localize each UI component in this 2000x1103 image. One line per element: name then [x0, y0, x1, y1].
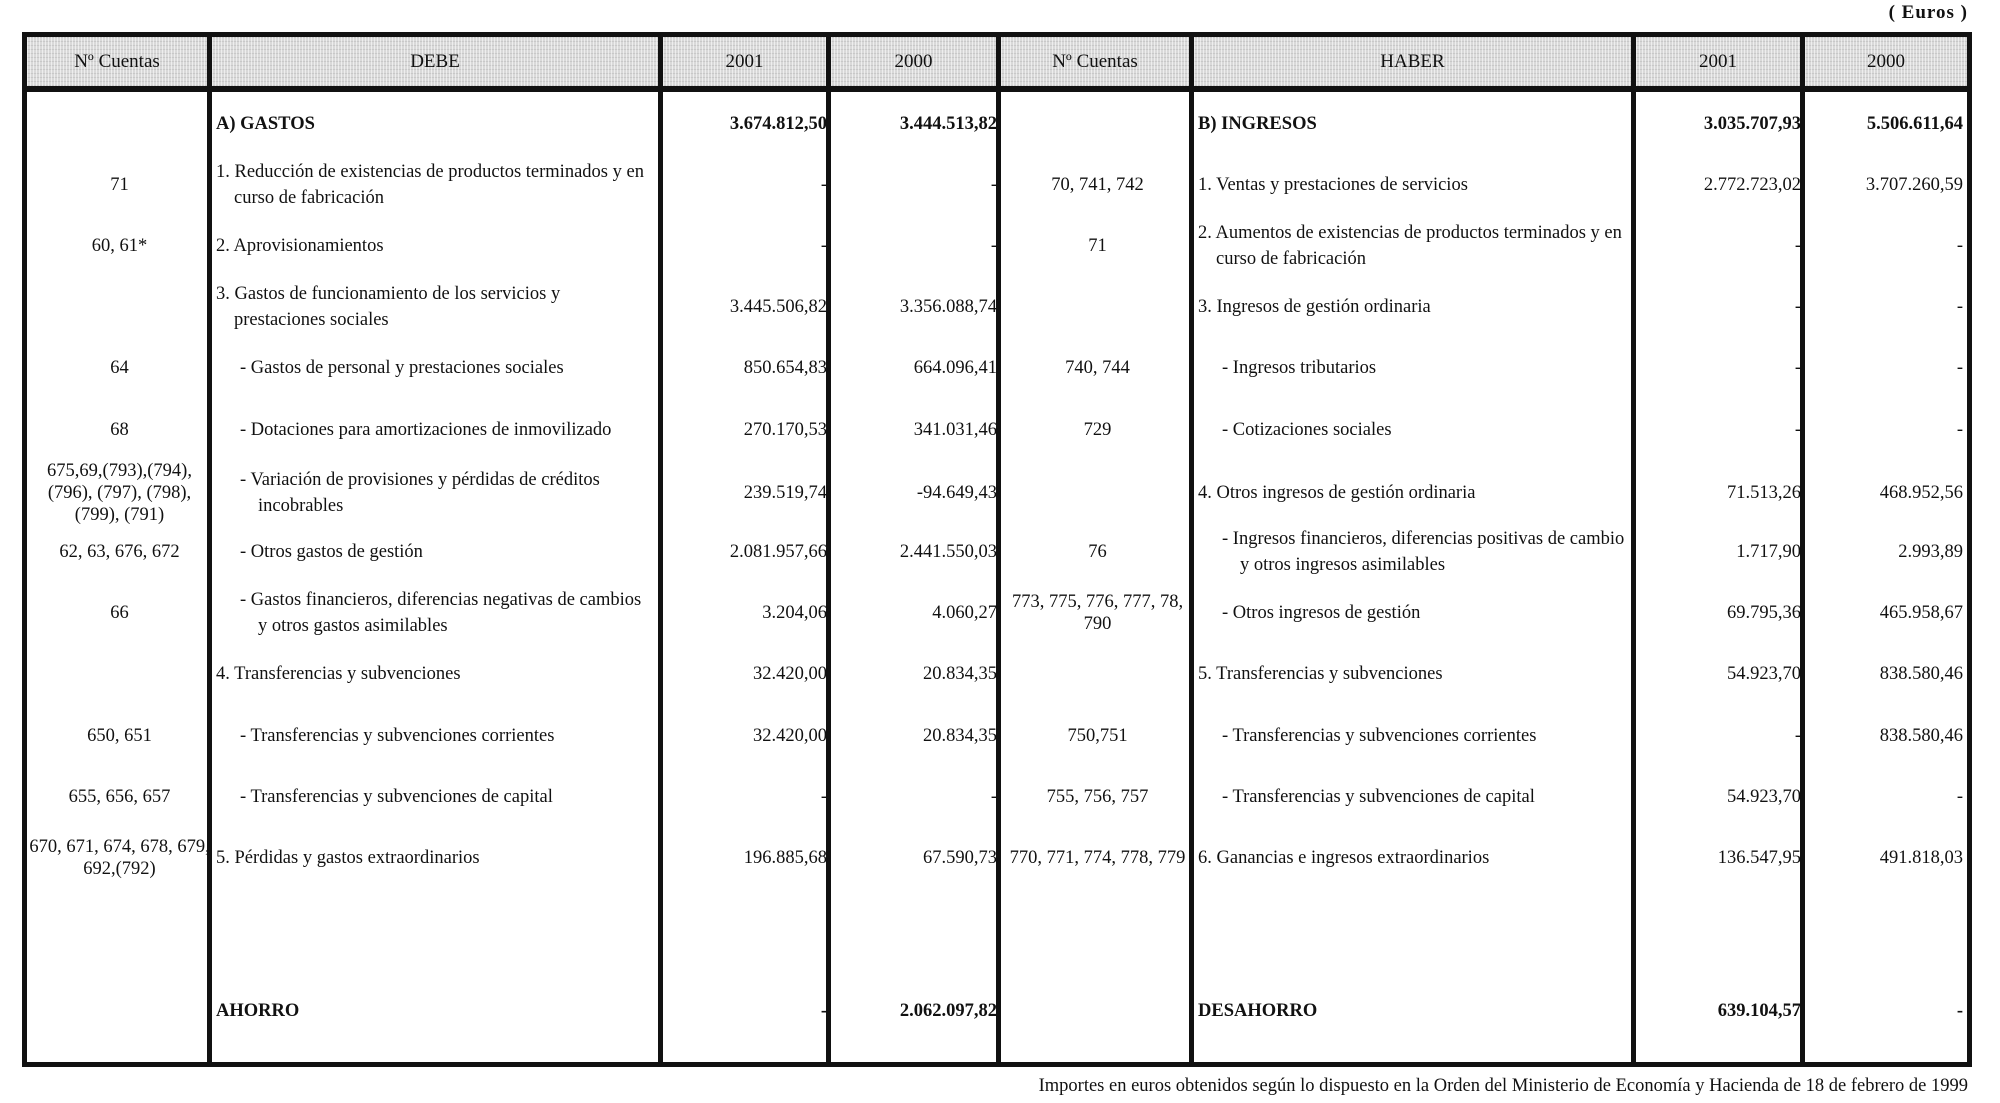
haber-account-numbers — [1001, 338, 1194, 399]
haber-concept — [1194, 583, 1636, 644]
debe-value-2001 — [663, 644, 831, 705]
table-row — [27, 399, 1967, 460]
haber-account-numbers-text: 773, 775, 776, 777, 78, 790 — [1011, 592, 1184, 635]
header-debe: DEBE — [212, 37, 663, 86]
debe-account-numbers-text: 650, 651 — [87, 725, 152, 746]
table-header — [27, 37, 1967, 92]
debe-account-numbers-text: 62, 63, 676, 672 — [59, 541, 180, 562]
haber-concept — [1194, 460, 1636, 526]
haber-value-2001 — [1636, 705, 1805, 766]
debe-concept — [212, 521, 663, 582]
haber-value-2000-text: - — [1956, 358, 1963, 379]
haber-account-numbers — [1001, 583, 1194, 644]
table-row — [27, 154, 1967, 215]
debe-value-2001 — [663, 215, 831, 276]
debe-account-numbers-text: 68 — [110, 419, 129, 440]
debe-value-2000 — [831, 644, 1001, 705]
haber-value-2001-text: - — [1794, 419, 1801, 440]
debe-value-2001-text: 850.654,83 — [743, 358, 827, 379]
haber-concept-text: DESAHORRO — [1198, 1000, 1318, 1021]
haber-account-numbers — [1001, 980, 1194, 1041]
debe-account-numbers — [27, 277, 212, 338]
haber-value-2000 — [1805, 705, 1967, 766]
debe-account-numbers-text: 655, 656, 657 — [68, 786, 171, 807]
debe-value-2000-text: -94.649,43 — [916, 483, 997, 504]
debe-value-2000 — [831, 93, 1001, 154]
debe-account-numbers — [27, 705, 212, 766]
debe-value-2000 — [831, 215, 1001, 276]
units-label: ( Euros ) — [1888, 2, 1968, 23]
table-row — [27, 583, 1967, 644]
haber-value-2000 — [1805, 399, 1967, 460]
haber-concept-text: 4. Otros ingresos de gestión ordinaria — [1198, 483, 1476, 504]
table-body — [27, 92, 1967, 1062]
haber-value-2001-text: 2.772.723,02 — [1703, 174, 1801, 195]
debe-value-2000-text: - — [990, 174, 997, 195]
debe-account-numbers-text: 675,69,(793),(794), (796), (797), (798), (799), (791) — [47, 461, 192, 526]
haber-value-2000-text: - — [1956, 1000, 1963, 1021]
haber-value-2000 — [1805, 644, 1967, 705]
haber-value-2001 — [1636, 460, 1805, 526]
debe-value-2000 — [831, 460, 1001, 526]
haber-concept — [1194, 154, 1636, 215]
table-row — [27, 338, 1967, 399]
table-row — [27, 215, 1967, 276]
results-account-table — [22, 32, 1972, 1067]
debe-account-numbers — [27, 766, 212, 827]
haber-account-numbers — [1001, 215, 1194, 276]
debe-concept-text: 1. Reducción de existencias de productos terminados y en curso de fabricación — [216, 161, 644, 208]
debe-concept-text: - Variación de provisiones y pérdidas de créditos incobrables — [240, 470, 600, 517]
debe-concept — [212, 583, 663, 644]
haber-concept-text: - Ingresos tributarios — [1222, 358, 1377, 379]
debe-value-2000 — [831, 521, 1001, 582]
debe-value-2000-text: - — [990, 235, 997, 256]
debe-value-2000-text: 3.444.513,82 — [899, 113, 997, 134]
debe-value-2001-text: 2.081.957,66 — [729, 541, 827, 562]
haber-value-2001 — [1636, 399, 1805, 460]
debe-value-2001-text: - — [820, 174, 827, 195]
haber-value-2001-text: 136.547,95 — [1717, 847, 1801, 868]
haber-concept — [1194, 338, 1636, 399]
debe-value-2000-text: 20.834,35 — [923, 664, 997, 685]
debe-concept — [212, 93, 663, 154]
haber-account-numbers-text: 76 — [1088, 541, 1107, 562]
debe-value-2000-text: 67.590,73 — [923, 847, 997, 868]
haber-concept — [1194, 215, 1636, 276]
debe-value-2001 — [663, 338, 831, 399]
haber-value-2001-text: - — [1794, 358, 1801, 379]
debe-value-2000 — [831, 399, 1001, 460]
haber-value-2001-text: 3.035.707,93 — [1703, 113, 1801, 134]
debe-account-numbers — [27, 521, 212, 582]
footnote: Importes en euros obtenidos según lo dispuesto en la Orden del Ministerio de Economía y Hacienda de 18 de febrero de 1999 — [1038, 1076, 1968, 1096]
debe-concept-text: - Gastos financieros, diferencias negativas de cambios y otros gastos asimilables — [240, 590, 642, 637]
haber-value-2000-text: 5.506.611,64 — [1866, 113, 1963, 134]
debe-value-2000 — [831, 705, 1001, 766]
debe-concept — [212, 399, 663, 460]
debe-value-2001-text: 3.445.506,82 — [729, 297, 827, 318]
haber-value-2000 — [1805, 827, 1967, 888]
debe-value-2001 — [663, 93, 831, 154]
haber-value-2001-text: - — [1794, 235, 1801, 256]
header-haber-2000: 2000 — [1805, 37, 1967, 86]
haber-value-2001 — [1636, 215, 1805, 276]
haber-account-numbers — [1001, 277, 1194, 338]
haber-value-2001-text: 54.923,70 — [1727, 786, 1801, 807]
haber-value-2001 — [1636, 583, 1805, 644]
debe-value-2001 — [663, 583, 831, 644]
debe-concept — [212, 338, 663, 399]
table-row — [27, 460, 1967, 526]
debe-value-2001-text: 32.420,00 — [753, 725, 827, 746]
debe-concept — [212, 827, 663, 888]
debe-value-2001 — [663, 399, 831, 460]
haber-value-2000 — [1805, 766, 1967, 827]
haber-account-numbers-text: 70, 741, 742 — [1051, 174, 1144, 195]
debe-concept — [212, 705, 663, 766]
debe-value-2000-text: 4.060,27 — [932, 603, 997, 624]
debe-value-2001-text: - — [820, 1000, 827, 1021]
haber-account-numbers — [1001, 766, 1194, 827]
haber-concept-text: 2. Aumentos de existencias de productos terminados y en curso de fabricación — [1198, 222, 1622, 269]
haber-concept — [1194, 277, 1636, 338]
debe-account-numbers — [27, 460, 212, 526]
header-debe-2001: 2001 — [663, 37, 831, 86]
debe-concept-text: AHORRO — [216, 1000, 300, 1021]
haber-value-2001 — [1636, 827, 1805, 888]
debe-concept — [212, 460, 663, 526]
haber-account-numbers-text: 755, 756, 757 — [1046, 786, 1149, 807]
haber-value-2000-text: 2.993,89 — [1898, 541, 1963, 562]
debe-concept-text: - Transferencias y subvenciones de capital — [240, 786, 553, 807]
debe-concept — [212, 980, 663, 1041]
haber-concept — [1194, 644, 1636, 705]
haber-value-2000 — [1805, 980, 1967, 1041]
debe-concept — [212, 277, 663, 338]
haber-account-numbers — [1001, 705, 1194, 766]
haber-value-2001 — [1636, 154, 1805, 215]
haber-concept-text: - Transferencias y subvenciones corrientes — [1222, 725, 1537, 746]
debe-account-numbers-text: 66 — [110, 603, 129, 624]
haber-concept-text: B) INGRESOS — [1198, 113, 1317, 134]
debe-value-2001-text: 3.204,06 — [762, 603, 827, 624]
debe-account-numbers — [27, 644, 212, 705]
haber-value-2000-text: - — [1956, 297, 1963, 318]
haber-account-numbers — [1001, 521, 1194, 582]
haber-value-2000 — [1805, 338, 1967, 399]
haber-value-2000-text: 3.707.260,59 — [1865, 174, 1963, 195]
debe-account-numbers-text: 670, 671, 674, 678, 679, 692,(792) — [29, 836, 210, 879]
haber-account-numbers — [1001, 644, 1194, 705]
haber-value-2001 — [1636, 277, 1805, 338]
haber-value-2000 — [1805, 277, 1967, 338]
debe-account-numbers-text: 64 — [110, 358, 129, 379]
haber-concept-text: 5. Transferencias y subvenciones — [1198, 664, 1443, 685]
haber-account-numbers-text: 740, 744 — [1065, 358, 1130, 379]
debe-value-2000 — [831, 154, 1001, 215]
haber-value-2001-text: 54.923,70 — [1727, 664, 1801, 685]
debe-concept-text: - Gastos de personal y prestaciones sociales — [240, 358, 564, 379]
haber-account-numbers-text: 770, 771, 774, 778, 779 — [1009, 847, 1186, 868]
table-row — [27, 644, 1967, 705]
debe-value-2001 — [663, 154, 831, 215]
debe-concept-text: 3. Gastos de funcionamiento de los servicios y prestaciones sociales — [216, 284, 561, 331]
header-accounts-haber: Nº Cuentas — [1001, 37, 1194, 86]
haber-value-2001-text: 639.104,57 — [1717, 1000, 1801, 1021]
debe-value-2000 — [831, 766, 1001, 827]
debe-value-2001-text: 32.420,00 — [753, 664, 827, 685]
debe-account-numbers — [27, 215, 212, 276]
haber-value-2001-text: 69.795,36 — [1727, 603, 1801, 624]
haber-concept — [1194, 705, 1636, 766]
haber-value-2000 — [1805, 521, 1967, 582]
haber-value-2001-text: - — [1794, 725, 1801, 746]
debe-concept-text: - Otros gastos de gestión — [240, 541, 423, 562]
haber-concept-text: 3. Ingresos de gestión ordinaria — [1198, 297, 1431, 318]
haber-value-2000-text: 838.580,46 — [1879, 664, 1963, 685]
debe-value-2000 — [831, 583, 1001, 644]
header-accounts-debe: Nº Cuentas — [27, 37, 212, 86]
debe-account-numbers — [27, 338, 212, 399]
haber-account-numbers — [1001, 154, 1194, 215]
header-haber: HABER — [1194, 37, 1636, 86]
haber-concept — [1194, 399, 1636, 460]
haber-value-2001 — [1636, 521, 1805, 582]
table-row — [27, 521, 1967, 582]
haber-value-2001-text: 71.513,26 — [1727, 483, 1801, 504]
debe-value-2000 — [831, 980, 1001, 1041]
debe-value-2001 — [663, 766, 831, 827]
debe-value-2001-text: 270.170,53 — [743, 419, 827, 440]
debe-value-2001 — [663, 980, 831, 1041]
haber-value-2000 — [1805, 93, 1967, 154]
debe-concept — [212, 766, 663, 827]
haber-concept-text: - Cotizaciones sociales — [1222, 419, 1392, 440]
debe-concept — [212, 215, 663, 276]
debe-concept — [212, 644, 663, 705]
haber-account-numbers — [1001, 460, 1194, 526]
debe-concept-text: A) GASTOS — [216, 113, 315, 134]
haber-value-2001-text: 1.717,90 — [1736, 541, 1801, 562]
debe-concept-text: 5. Pérdidas y gastos extraordinarios — [216, 847, 480, 868]
haber-value-2001 — [1636, 980, 1805, 1041]
haber-value-2000-text: 465.958,67 — [1879, 603, 1963, 624]
haber-value-2000 — [1805, 215, 1967, 276]
debe-account-numbers-text: 60, 61* — [91, 235, 148, 256]
table-row — [27, 827, 1967, 888]
haber-concept-text: - Otros ingresos de gestión — [1222, 603, 1421, 624]
debe-account-numbers — [27, 827, 212, 888]
table-row — [27, 93, 1967, 154]
haber-value-2000-text: - — [1956, 419, 1963, 440]
debe-concept-text: - Transferencias y subvenciones corrientes — [240, 725, 555, 746]
debe-value-2000-text: 2.441.550,03 — [899, 541, 997, 562]
haber-value-2000-text: - — [1956, 235, 1963, 256]
debe-value-2000 — [831, 827, 1001, 888]
debe-value-2001-text: 239.519,74 — [743, 483, 827, 504]
debe-account-numbers — [27, 583, 212, 644]
haber-account-numbers — [1001, 93, 1194, 154]
table-row — [27, 980, 1967, 1041]
debe-value-2001-text: 3.674.812,50 — [729, 113, 827, 134]
debe-value-2000-text: - — [990, 786, 997, 807]
haber-account-numbers — [1001, 827, 1194, 888]
haber-value-2000 — [1805, 460, 1967, 526]
haber-concept-text: 6. Ganancias e ingresos extraordinarios — [1198, 847, 1490, 868]
debe-value-2001 — [663, 705, 831, 766]
haber-concept — [1194, 521, 1636, 582]
haber-concept-text: - Transferencias y subvenciones de capital — [1222, 786, 1535, 807]
haber-account-numbers-text: 750,751 — [1067, 725, 1128, 746]
haber-account-numbers-text: 729 — [1083, 419, 1112, 440]
haber-value-2001 — [1636, 93, 1805, 154]
haber-account-numbers-text: 71 — [1088, 235, 1107, 256]
haber-value-2000-text: 838.580,46 — [1879, 725, 1963, 746]
haber-value-2001-text: - — [1794, 297, 1801, 318]
debe-value-2000-text: 3.356.088,74 — [899, 297, 997, 318]
debe-account-numbers — [27, 154, 212, 215]
haber-value-2001 — [1636, 766, 1805, 827]
debe-account-numbers — [27, 399, 212, 460]
debe-concept-text: - Dotaciones para amortizaciones de inmovilizado — [240, 419, 612, 440]
debe-value-2001 — [663, 827, 831, 888]
debe-account-numbers — [27, 980, 212, 1041]
debe-value-2001 — [663, 521, 831, 582]
haber-concept — [1194, 827, 1636, 888]
debe-account-numbers — [27, 93, 212, 154]
debe-value-2001-text: 196.885,68 — [743, 847, 827, 868]
header-debe-2000: 2000 — [831, 37, 1001, 86]
debe-account-numbers-text: 71 — [110, 174, 129, 195]
table-row — [27, 766, 1967, 827]
haber-value-2000-text: 468.952,56 — [1879, 483, 1963, 504]
debe-value-2000 — [831, 338, 1001, 399]
table-row — [27, 705, 1967, 766]
haber-concept — [1194, 766, 1636, 827]
haber-concept-text: - Ingresos financieros, diferencias positivas de cambio y otros ingresos asimilables — [1222, 528, 1625, 575]
debe-concept-text: 2. Aprovisionamientos — [216, 235, 384, 256]
haber-value-2001 — [1636, 338, 1805, 399]
debe-value-2000 — [831, 277, 1001, 338]
haber-concept-text: 1. Ventas y prestaciones de servicios — [1198, 174, 1468, 195]
debe-value-2001-text: - — [820, 235, 827, 256]
debe-concept — [212, 154, 663, 215]
debe-value-2000-text: 20.834,35 — [923, 725, 997, 746]
haber-value-2000-text: 491.818,03 — [1879, 847, 1963, 868]
debe-value-2001 — [663, 277, 831, 338]
debe-value-2001-text: - — [820, 786, 827, 807]
debe-value-2000-text: 664.096,41 — [913, 358, 997, 379]
debe-concept-text: 4. Transferencias y subvenciones — [216, 664, 461, 685]
haber-value-2000 — [1805, 154, 1967, 215]
debe-value-2000-text: 2.062.097,82 — [899, 1000, 997, 1021]
haber-value-2000 — [1805, 583, 1967, 644]
debe-value-2001 — [663, 460, 831, 526]
haber-concept — [1194, 93, 1636, 154]
debe-value-2000-text: 341.031,46 — [913, 419, 997, 440]
haber-value-2001 — [1636, 644, 1805, 705]
haber-concept — [1194, 980, 1636, 1041]
haber-account-numbers — [1001, 399, 1194, 460]
table-row — [27, 277, 1967, 338]
header-haber-2001: 2001 — [1636, 37, 1805, 86]
haber-value-2000-text: - — [1956, 786, 1963, 807]
